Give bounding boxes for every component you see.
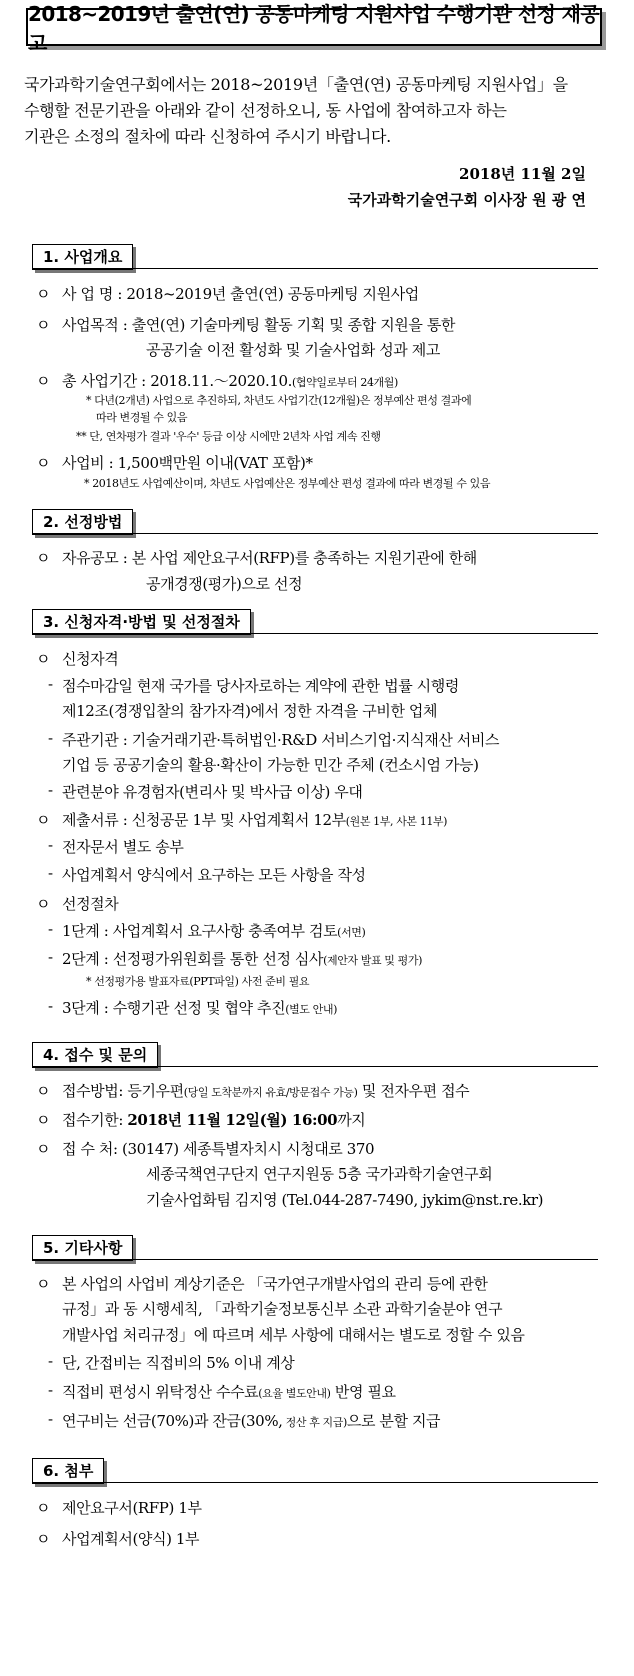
- s4-bullet-3: ㅇ: [36, 1140, 51, 1158]
- s1-note-1a: * 다년(2개년) 사업으로 추진하되, 차년도 사업기간(12개월)은 정부예산 편성 결과에: [86, 394, 472, 407]
- section-2-rule: [32, 533, 598, 534]
- s3-q1-1: 점수마감일 현재 국가를 당사자로하는 계약에 관한 법률 시행령: [62, 677, 459, 695]
- s5-e1-1: 본 사업의 사업비 계상기준은 「국가연구개발사업의 관리 등에 관한: [62, 1275, 488, 1293]
- s3-bullet-1: ㅇ: [36, 650, 51, 668]
- page-title: 2018~2019년 출연(연) 공동마케팅 지원사업 수행기관 선정 재공고: [28, 2, 600, 55]
- s4-addr-1: 접 수 처: (30147) 세종특별자치시 시청대로 370: [62, 1140, 375, 1158]
- s6-attachment-2: 사업계획서(양식) 1부: [62, 1530, 200, 1548]
- section-2-title: 2. 선정방법: [32, 509, 133, 535]
- s3-p1: [62, 920, 365, 941]
- s4-addr-3: 기술사업화팀 김지영 (Tel.044-287-7490, jykim@nst.re.kr): [146, 1191, 544, 1209]
- s3-p1-note: (서면): [337, 926, 366, 939]
- s3-docs: [62, 809, 447, 830]
- s5-e3-b: (요율 별도안내): [258, 1387, 331, 1400]
- s3-bullet-3: ㅇ: [36, 895, 51, 913]
- s4-deadline: [62, 1109, 365, 1130]
- s3-q1-2: 제12조(경쟁입찰의 참가자격)에서 정한 자격을 구비한 업체: [62, 702, 438, 720]
- s3-dash-1: -: [48, 675, 53, 693]
- section-5-header: [32, 1229, 598, 1265]
- s3-docs-main: 제출서류 : 신청공문 1부 및 사업계획서 12부: [62, 811, 346, 829]
- s3-qual: 신청자격: [62, 650, 119, 668]
- s2-text-2: 공개경쟁(평가)으로 선정: [146, 575, 303, 593]
- s5-e4-b: 정산 후 지급): [282, 1416, 347, 1429]
- title-box: [26, 2, 602, 55]
- s5-dash-2: -: [48, 1381, 53, 1399]
- section-5-rule: [32, 1259, 598, 1260]
- s6-bullet-2: ㅇ: [36, 1530, 51, 1548]
- s4-method-b: (당일 도착분까지 유효/방문접수 가능): [183, 1086, 358, 1099]
- s5-e4-a: 연구비는 선금(70%)과 잔금(30%,: [62, 1412, 283, 1430]
- s1-bullet-3: ㅇ: [36, 372, 51, 390]
- s3-proc: 선정절차: [62, 895, 119, 913]
- s3-dash-7: -: [48, 948, 53, 966]
- s4-deadline-c: 까지: [337, 1111, 366, 1129]
- s1-purpose-1: 사업목적 : 출연(연) 기술마케팅 활동 기획 및 종합 지원을 통한: [62, 316, 456, 334]
- s3-dash-2: -: [48, 729, 53, 747]
- section-3-title: 3. 신청자격·방법 및 선정절차: [32, 609, 251, 635]
- intro-line-3: 기관은 소정의 절차에 따라 신청하여 주시기 바랍니다.: [24, 127, 391, 146]
- section-6-title: 6. 첨부: [32, 1458, 104, 1484]
- s3-dash-3: -: [48, 781, 53, 799]
- s3-p2-note: (제안자 발표 및 평가): [323, 954, 422, 967]
- s3-p3-main: 3단계 : 수행기관 선정 및 협약 추진: [62, 999, 286, 1017]
- s5-e1-3: 개발사업 처리규정」에 따르며 세부 사항에 대해서는 별도로 정할 수 있음: [62, 1326, 525, 1344]
- section-6-rule: [32, 1482, 598, 1483]
- s6-bullet-1: ㅇ: [36, 1499, 51, 1517]
- notice-date: 2018년 11월 2일: [459, 165, 586, 183]
- s5-e3: [62, 1381, 396, 1402]
- s3-docs-note: (원본 1부, 사본 11부): [345, 815, 448, 828]
- section-1-rule: [32, 268, 598, 269]
- s3-d2: 사업계획서 양식에서 요구하는 모든 사항을 작성: [62, 866, 366, 884]
- section-2-header: [32, 503, 598, 539]
- s3-dash-5: -: [48, 864, 53, 882]
- s5-dash-3: -: [48, 1410, 53, 1428]
- notice-signer: 국가과학기술연구회 이사장 원 광 연: [347, 191, 586, 209]
- s1-period: [62, 370, 398, 391]
- section-1-title: 1. 사업개요: [32, 244, 133, 270]
- s4-method-a: 접수방법: 등기우편: [62, 1082, 184, 1100]
- s5-e3-c: 반영 필요: [330, 1383, 396, 1401]
- s2-text-1: 자유공모 : 본 사업 제안요구서(RFP)를 충족하는 지원기관에 한해: [62, 549, 477, 567]
- s5-e3-a: 직접비 편성시 위탁정산 수수료: [62, 1383, 259, 1401]
- intro-line-1: 국가과학기술연구회에서는 2018~2019년「출연(연) 공동마케팅 지원사업」을: [24, 75, 568, 94]
- s1-purpose-2: 공공기술 이전 활성화 및 기술사업화 성과 제고: [146, 341, 440, 359]
- section-4-title: 4. 접수 및 문의: [32, 1042, 158, 1068]
- s1-bullet-4: ㅇ: [36, 454, 51, 472]
- s3-q2-2: 기업 등 공공기술의 활용·확산이 가능한 민간 주체 (컨소시엄 가능): [62, 756, 479, 774]
- section-4-header: [32, 1036, 598, 1072]
- s2-bullet: ㅇ: [36, 549, 51, 567]
- section-1-header: [32, 238, 598, 274]
- s1-budget-note: * 2018년도 사업예산이며, 차년도 사업예산은 정부예산 편성 결과에 따라 변경될 수 있음: [84, 477, 491, 490]
- section-6-header: [32, 1452, 598, 1488]
- s1-period-note: (협약일로부터 24개월): [292, 376, 398, 389]
- section-5-title: 5. 기타사항: [32, 1235, 133, 1261]
- s3-d1: 전자문서 별도 송부: [62, 838, 184, 856]
- s3-dash-8: -: [48, 997, 53, 1015]
- section-4-rule: [32, 1066, 598, 1067]
- intro-line-2: 수행할 전문기관을 아래와 같이 선정하오니, 동 사업에 참여하고자 하는: [24, 101, 507, 120]
- s5-dash-1: -: [48, 1352, 53, 1370]
- section-3-header: [32, 603, 598, 639]
- s1-period-main: 총 사업기간 : 2018.11.～2020.10.: [62, 372, 293, 390]
- s4-deadline-b: 2018년 11월 12일(월) 16:00: [127, 1111, 338, 1129]
- s5-e4: [62, 1410, 440, 1431]
- s1-budget: 사업비 : 1,500백만원 이내(VAT 포함)*: [62, 454, 313, 472]
- s1-name: 사 업 명 : 2018~2019년 출연(연) 공동마케팅 지원사업: [62, 285, 419, 303]
- s3-dash-4: -: [48, 836, 53, 854]
- s1-bullet-1: ㅇ: [36, 285, 51, 303]
- s4-method-c: 및 전자우편 접수: [357, 1082, 470, 1100]
- s4-bullet-1: ㅇ: [36, 1082, 51, 1100]
- s1-bullet-2: ㅇ: [36, 316, 51, 334]
- s3-p2: [62, 948, 422, 969]
- s3-bullet-2: ㅇ: [36, 811, 51, 829]
- section-3-rule: [32, 633, 598, 634]
- s3-q2-1: 주관기관 : 기술거래기관·특허법인·R&D 서비스기업·지식재산 서비스: [62, 731, 500, 749]
- s4-method: [62, 1080, 469, 1101]
- s3-p2-main: 2단계 : 선정평가위원회를 통한 선정 심사: [62, 950, 324, 968]
- s1-note-2: ** 단, 연차평가 결과 '우수' 등급 이상 시에만 2년차 사업 계속 진행: [76, 430, 381, 443]
- s4-bullet-2: ㅇ: [36, 1111, 51, 1129]
- s3-p2-sub: * 선정평가용 발표자료(PPT파일) 사전 준비 필요: [86, 975, 310, 988]
- s5-e4-c: 으로 분할 지급: [346, 1412, 441, 1430]
- s4-deadline-a: 접수기한:: [62, 1111, 128, 1129]
- s1-note-1b: 따라 변경될 수 있음: [96, 411, 188, 424]
- s3-p1-main: 1단계 : 사업계획서 요구사항 충족여부 검토: [62, 922, 338, 940]
- s3-p3-note: (별도 안내): [285, 1003, 337, 1016]
- s5-bullet-1: ㅇ: [36, 1275, 51, 1293]
- s5-e2: 단, 간접비는 직접비의 5% 이내 계상: [62, 1354, 295, 1372]
- s3-p3: [62, 997, 337, 1018]
- s4-addr-2: 세종국책연구단지 연구지원동 5층 국가과학기술연구회: [146, 1165, 493, 1183]
- s3-dash-6: -: [48, 920, 53, 938]
- s3-q3: 관련분야 유경험자(변리사 및 박사급 이상) 우대: [62, 783, 363, 801]
- s5-e1-2: 규정」과 동 시행세칙, 「과학기술정보통신부 소관 과학기술분야 연구: [62, 1300, 503, 1318]
- s6-attachment-1: 제안요구서(RFP) 1부: [62, 1499, 202, 1517]
